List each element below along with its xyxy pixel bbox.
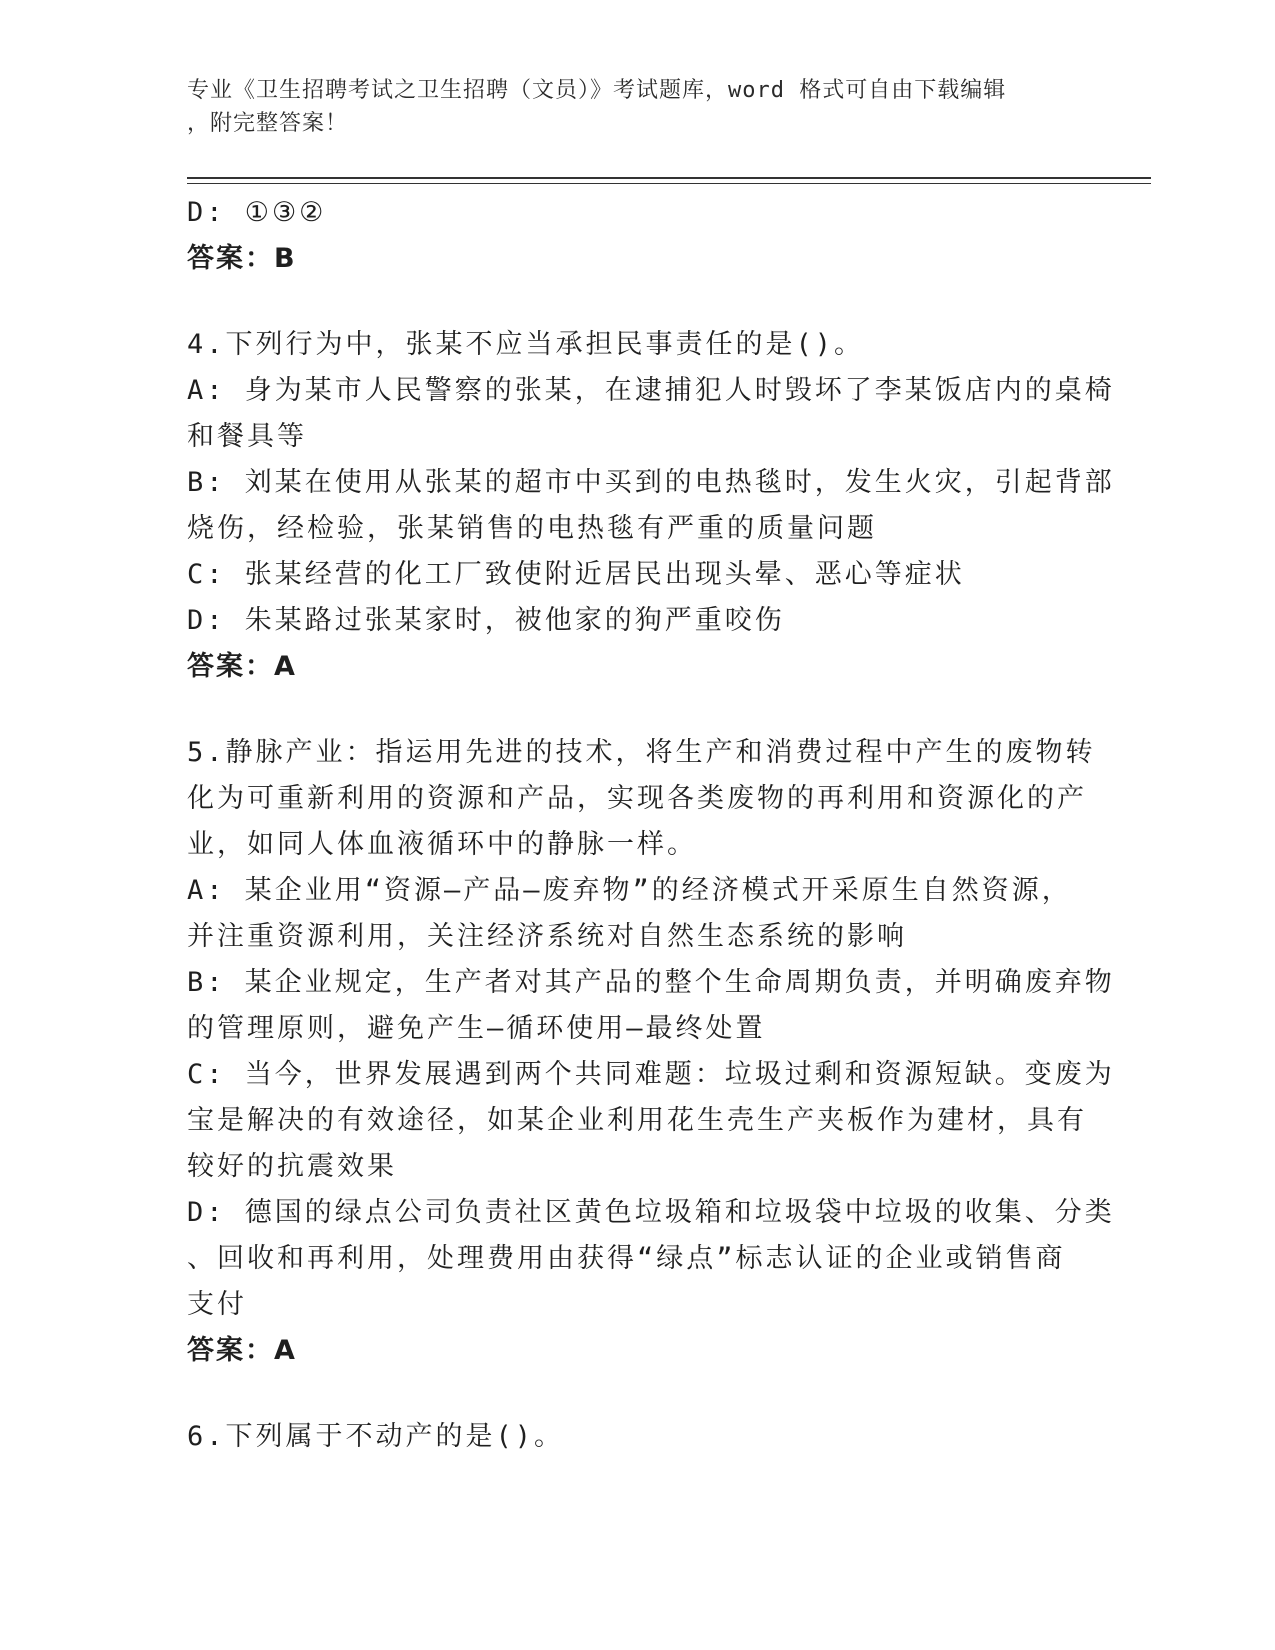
q4-stem: 4.下列行为中，张某不应当承担民事责任的是()。 [187, 329, 865, 360]
question-4 [187, 322, 1115, 690]
spacer [187, 690, 1087, 730]
q5-option-a-line-1: A: 某企业用“资源—产品—废弃物”的经济模式开采原生自然资源， [187, 875, 1072, 906]
q5-stem-line-3: 业，如同人体血液循环中的静脉一样。 [187, 829, 697, 860]
q5-option-c-line-1: C: 当今，世界发展遇到两个共同难题：垃圾过剩和资源短缺。变废为 [187, 1059, 1115, 1090]
header-divider-thick [187, 177, 1151, 179]
question-3-tail [187, 190, 1087, 282]
q5-option-d-line-1: D: 德国的绿点公司负责社区黄色垃圾箱和垃圾袋中垃圾的收集、分类 [187, 1197, 1115, 1228]
q5-stem-line-1: 5.静脉产业：指运用先进的技术，将生产和消费过程中产生的废物转 [187, 737, 1096, 768]
q5-option-c-line-3: 较好的抗震效果 [187, 1151, 397, 1182]
header-divider-thin [187, 183, 1151, 184]
q4-option-c: C: 张某经营的化工厂致使附近居民出现头晕、恶心等症状 [187, 559, 965, 590]
q6-stem: 6.下列属于不动产的是()。 [187, 1421, 565, 1452]
document-header [187, 74, 1087, 140]
spacer [187, 1374, 1087, 1414]
header-line-2: ，附完整答案！ [187, 111, 349, 136]
q3-option-d: D: ①③② [187, 197, 327, 228]
spacer [187, 282, 1087, 322]
q4-option-b-line-2: 烧伤，经检验，张某销售的电热毯有严重的质量问题 [187, 513, 877, 544]
q5-answer: 答案：A [187, 1335, 297, 1366]
q5-stem-line-2: 化为可重新利用的资源和产品，实现各类废物的再利用和资源化的产 [187, 783, 1087, 814]
q5-option-a-line-2: 并注重资源利用，关注经济系统对自然生态系统的影响 [187, 921, 907, 952]
q5-option-b-line-1: B: 某企业规定，生产者对其产品的整个生命周期负责，并明确废弃物 [187, 967, 1115, 998]
question-6 [187, 1414, 1087, 1460]
q5-option-d-line-2: 、回收和再利用，处理费用由获得“绿点”标志认证的企业或销售商 [187, 1243, 1066, 1274]
q4-option-a-line-1: A: 身为某市人民警察的张某，在逮捕犯人时毁坏了李某饭店内的桌椅 [187, 375, 1115, 406]
q4-option-d: D: 朱某路过张某家时，被他家的狗严重咬伤 [187, 605, 785, 636]
question-5 [187, 730, 1115, 1374]
q5-option-b-line-2: 的管理原则，避免产生—循环使用—最终处置 [187, 1013, 766, 1044]
q4-option-b-line-1: B: 刘某在使用从张某的超市中买到的电热毯时，发生火灾，引起背部 [187, 467, 1115, 498]
document-body [187, 190, 1115, 1460]
q5-option-c-line-2: 宝是解决的有效途径，如某企业利用花生壳生产夹板作为建材，具有 [187, 1105, 1087, 1136]
q5-option-d-line-3: 支付 [187, 1289, 247, 1320]
q4-answer: 答案：A [187, 651, 297, 682]
header-line-1: 专业《卫生招聘考试之卫生招聘（文员）》考试题库，word 格式可自由下载编辑 [187, 78, 1007, 103]
q4-option-a-line-2: 和餐具等 [187, 421, 307, 452]
q3-answer: 答案：B [187, 243, 297, 274]
